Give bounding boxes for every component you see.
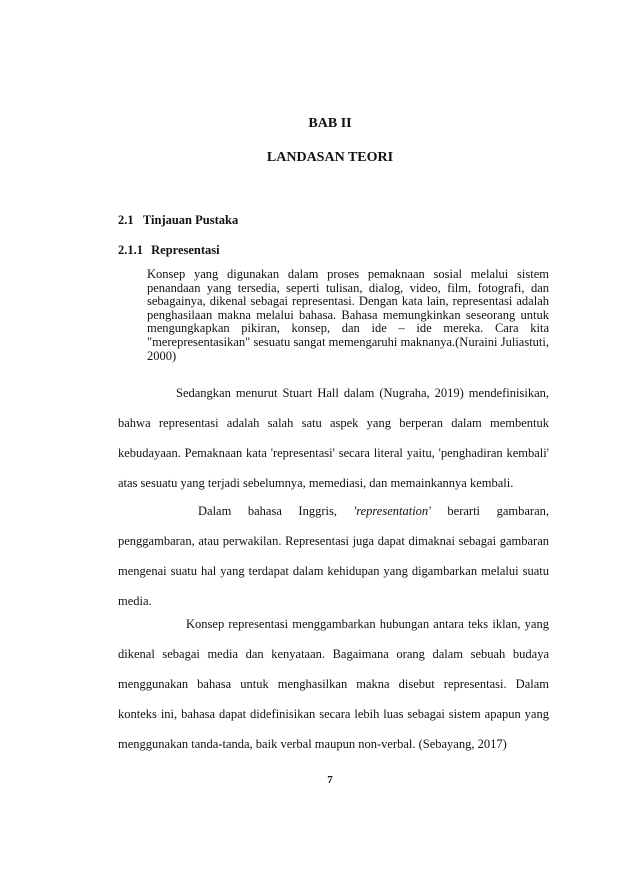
paragraph-3: Konsep representasi menggambarkan hubungan antara teks iklan, yang dikenal sebagai media dan kenyataan. Bagaimana orang dalam sebuah budaya menggunakan bahasa untuk menghasilkan makna disebut representasi. Dalam konteks ini, bahasa dapat didefinisikan secara lebih luas sebagai sistem apapun yang menggunakan tanda-tanda, baik verbal maupun non-verbal. (Sebayang, 2017) bbox=[118, 617, 549, 751]
section-number: 2.1.1 bbox=[118, 243, 143, 257]
section-number: 2.1 bbox=[118, 213, 134, 227]
block-quote: Konsep yang digunakan dalam proses pemaknaan sosial melalui sistem penandaan yang tersedia, seperti tulisan, dialog, video, film, fotografi, dan sebagainya, dikenal sebagai representasi. Dengan kata lain, representasi adalah penghasilaan makna melalui bahasa. Bahasa memungkinkan seseorang untuk mengungkapkan pikiran, konsep, dan ide – ide mereka. Cara kita "merepresentasikan" sesuatu sangat memengaruhi maknanya.(Nuraini Juliastuti, 2000) bbox=[147, 267, 549, 363]
section-title: Representasi bbox=[151, 243, 220, 257]
section-heading-2-1 bbox=[118, 213, 238, 228]
chapter-title: LANDASAN TEORI bbox=[266, 150, 394, 165]
term-representation: 'representation' bbox=[353, 504, 431, 518]
paragraph-2 bbox=[118, 496, 549, 616]
section-heading-2-1-1 bbox=[118, 243, 220, 258]
chapter-number: BAB II bbox=[308, 116, 352, 131]
page-number: 7 bbox=[327, 774, 333, 786]
paragraph-2-rest: berarti gambaran, penggambaran, atau perwakilan. Representasi juga dapat dimaknai sebagai gambaran mengenai suatu hal yang terdapat dalam kehidupan yang digambarkan melalui suatu media. bbox=[118, 504, 549, 608]
paragraph-1: Sedangkan menurut Stuart Hall dalam (Nugraha, 2019) mendefinisikan, bahwa representasi adalah salah satu aspek yang berperan dalam membentuk kebudayaan. Pemaknaan kata 'representasi' secara literal yaitu, 'penghadiran kembali' atas sesuatu yang terjadi sebelumnya, memediasi, dan memainkannya kembali. bbox=[118, 386, 549, 490]
section-title: Tinjauan Pustaka bbox=[142, 213, 239, 227]
paragraph-2-start: Dalam bahasa Inggris, bbox=[198, 504, 354, 518]
